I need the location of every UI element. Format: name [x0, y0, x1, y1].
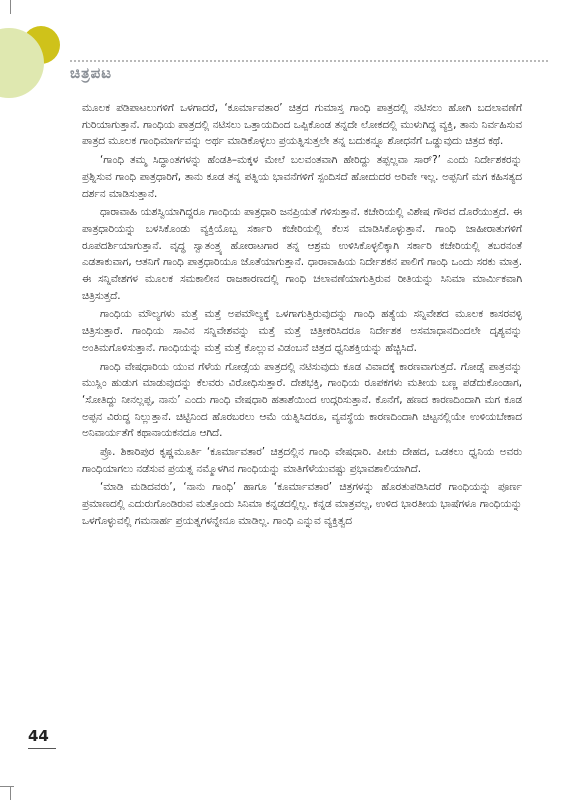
page-number: 44 — [28, 727, 49, 745]
paragraph: ‘ಗಾಂಧಿ ತಮ್ಮ ಸಿದ್ಧಾಂತಗಳನ್ನು ಹೆಂಡತಿ–ಮಕ್ಕಳ ಮೇಲೆ ಬಲವಂತವಾಗಿ ಹೇರಿದ್ದು ತಪ್ಪಲ್ಲವಾ ಸಾರ್?’ ಎಂದು ನಿರ್ದೇಶಕರನ್ನು ಪ್ರಶ್ನಿಸುವ ಗಾಂಧಿ ಪಾತ್ರಧಾರಿಗೆ, ತಾನು ಕೂಡ ತನ್ನ ಪತ್ನಿಯ ಭಾವನೆಗಳಿಗೆ ಸ್ಪಂದಿಸದೆ ಹೋದುದರ ಅರಿವೇ ಇಲ್ಲ. ಅಪ್ಪನಿಗೆ ಮಗ ಕಹಿಸತ್ಯದ ದರ್ಶನ ಮಾಡಿಸುತ್ತಾನೆ. — [82, 154, 522, 200]
crop-mark-bottom-left-horizontal — [0, 786, 14, 787]
section-title: ಚಿತ್ರಪಟ — [70, 64, 113, 82]
paragraph: ಪ್ರೊ. ಶಿಕಾರಿಪುರ ಕೃಷ್ಣಮೂರ್ತಿ ‘ಕೂರ್ಮಾವತಾರ’ ಚಿತ್ರದಲ್ಲಿನ ಗಾಂಧಿ ವೇಷಧಾರಿ. ಪೀಚು ದೇಹದ, ಒಡಕಲು ಧ್ವನಿಯ ಅವರು ಗಾಂಧಿಯಾಗಲು ನಡೆಸುವ ಪ್ರಯತ್ನ ನಮ್ಮೊಳಗಿನ ಗಾಂಧಿಯನ್ನು ಮಾತಿಗೆಳೆಯುವಷ್ಟು ಪ್ರಭಾವಶಾಲಿಯಾಗಿದೆ. — [82, 446, 522, 475]
dotted-header-rule — [70, 60, 548, 62]
crop-mark-bottom-left-vertical — [10, 786, 11, 800]
decorative-circles — [0, 0, 70, 110]
paragraph: ಗಾಂಧಿ ವೇಷಧಾರಿಯ ಯುವ ಗೆಳೆಯ ಗೋಡ್ಸೆಯ ಪಾತ್ರದಲ್ಲಿ ನಟಿಸುವುದು ಕೂಡ ವಿವಾದಕ್ಕೆ ಕಾರಣವಾಗುತ್ತದೆ. ಗೋಡ್ಸೆ ಪಾತ್ರವನ್ನು ಮುಸ್ಲಿಂ ಹುಡುಗ ಮಾಡುವುದನ್ನು ಕೆಲವರು ವಿರೋಧಿಸುತ್ತಾರೆ. ದೇಶಭಕ್ತಿ, ಗಾಂಧಿಯ ರೂಪಕಗಳು ಮತೀಯ ಬಣ್ಣ ಪಡೆದುಕೊಂಡಾಗ, ‘ಸೋತಿದ್ದು ನೀನಲ್ಲಪ್ಪ, ನಾನು’ ಎಂದು ಗಾಂಧಿ ವೇಷಧಾರಿ ಹತಾಶೆಯಿಂದ ಉದ್ಗರಿಸುತ್ತಾನೆ. ಕೊನೆಗೆ, ಹಣದ ಕಾರಣದಿಂದಾಗಿ ಮಗ ಕೂಡ ಅಪ್ಪನ ವಿರುದ್ಧ ನಿಲ್ಲುತ್ತಾನೆ. ಚಿಟ್ಟಿನಿಂದ ಹೊರಬರಲು ಆಮೆ ಯತ್ನಿಸಿದರೂ, ವ್ಯವಸ್ಥೆಯ ಕಾರಣದಿಂದಾಗಿ ಚಿಟ್ಟನಲ್ಲಿಯೇ ಉಳಿಯಬೇಕಾದ ಅನಿವಾರ್ಯತೆಗೆ ಕಥಾನಾಯಕನದೂ ಆಗಿದೆ. — [82, 360, 522, 440]
paragraph: ಗಾಂಧಿಯ ಮೌಲ್ಯಗಳು ಮತ್ತೆ ಮತ್ತೆ ಅಪಮೌಲ್ಯಕ್ಕೆ ಒಳಗಾಗುತ್ತಿರುವುದನ್ನು ಗಾಂಧಿ ಹತ್ಯೆಯ ಸನ್ನಿವೇಶದ ಮೂಲಕ ಕಾಸರವಳ್ಳಿ ಚಿತ್ರಿಸುತ್ತಾರೆ. ಗಾಂಧಿಯ ಸಾವಿನ ಸನ್ನಿವೇಶವನ್ನು ಮತ್ತೆ ಮತ್ತೆ ಚಿತ್ರೀಕರಿಸಿದರೂ ನಿರ್ದೇಶಕ ಅಸಮಾಧಾನದಿಂದಲೇ ದೃಶ್ಯವನ್ನು ಅಂತಿಮಗೊಳಿಸುತ್ತಾನೆ. ಗಾಂಧಿಯನ್ನು ಮತ್ತೆ ಮತ್ತೆ ಕೊಲ್ಲುವ ವಿಡಂಬನೆ ಚಿತ್ರದ ಧ್ವನಿಶಕ್ತಿಯನ್ನು ಹೆಚ್ಚಿಸಿದೆ. — [82, 308, 522, 354]
paragraph: ಧಾರಾವಾಹಿ ಯಶಸ್ವಿಯಾಗಿದ್ದರೂ ಗಾಂಧಿಯ ಪಾತ್ರಧಾರಿ ಜನಪ್ರಿಯತೆ ಗಳಿಸುತ್ತಾನೆ. ಕಚೇರಿಯಲ್ಲಿ ವಿಶೇಷ ಗೌರವ ದೊರೆಯುತ್ತದೆ. ಈ ಪಾತ್ರಧಾರಿಯನ್ನು ಬಳಸಿಕೊಂಡು ವ್ಯಕ್ತಿಯೊಬ್ಬ ಸರ್ಕಾರಿ ಕಚೇರಿಯಲ್ಲಿ ಕೆಲಸ ಮಾಡಿಸಿಕೊಳ್ಳುತ್ತಾನೆ. ಗಾಂಧಿ ಜಾಹೀರಾತುಗಳಿಗೆ ರೂಪದರ್ಶಿಯಾಗುತ್ತಾನೆ. ವೃದ್ಧ ಸ್ವಾತಂತ್ರ್ಯ ಹೋರಾಟಗಾರ ತನ್ನ ಆಶ್ರಮ ಉಳಿಸಿಕೊಳ್ಳಲಿಕ್ಕಾಗಿ ಸರ್ಕಾರಿ ಕಚೇರಿಯಲ್ಲಿ ತಬರನಂತೆ ಎಡತಾಕುವಾಗ, ಆತನಿಗೆ ಗಾಂಧಿ ಪಾತ್ರಧಾರಿಯೂ ಜೊತೆಯಾಗುತ್ತಾನೆ. ಧಾರಾವಾಹಿಯ ನಿರ್ದೇಶಕನ ಪಾಲಿಗೆ ಗಾಂಧಿ ಒಂದು ಸರಕು ಮಾತ್ರ. ಈ ಸನ್ನಿವೇಶಗಳ ಮೂಲಕ ಸಮಕಾಲೀನ ರಾಜಕಾರಣದಲ್ಲಿ ಗಾಂಧಿ ಚಲಾವಣೆಯಾಗುತ್ತಿರುವ ರೀತಿಯನ್ನು ಸಿನಿಮಾ ಮಾರ್ಮಿಕವಾಗಿ ಚಿತ್ರಿಸುತ್ತದೆ. — [82, 206, 522, 302]
article-body — [82, 100, 522, 532]
page-number-rule — [28, 748, 56, 749]
paragraph: ‘ಮಾಡಿ ಮಡಿದವರು’, ‘ನಾನು ಗಾಂಧಿ’ ಹಾಗೂ ‘ಕೂರ್ಮಾವತಾರ’ ಚಿತ್ರಗಳನ್ನು ಹೊರತುಪಡಿಸಿದರೆ ಗಾಂಧಿಯನ್ನು ಪೂರ್ಣ ಪ್ರಮಾಣದಲ್ಲಿ ಎದುರುಗೊಂಡಿರುವ ಮತ್ತೊಂದು ಸಿನಿಮಾ ಕನ್ನಡದಲ್ಲಿಲ್ಲ. ಕನ್ನಡ ಮಾತ್ರವಲ್ಲ, ಉಳಿದ ಭಾರತೀಯ ಭಾಷೆಗಳೂ ಗಾಂಧಿಯನ್ನು ಒಳಗೊಳ್ಳುವಲ್ಲಿ ಗಮನಾರ್ಹ ಪ್ರಯತ್ನಗಳನ್ನೇನೂ ಮಾಡಿಲ್ಲ. ಗಾಂಧಿ ಎನ್ನುವ ವ್ಯಕ್ತಿತ್ವದ — [82, 481, 522, 527]
paragraph: ಮೂಲಕ ಪಡಿಪಾಟಲುಗಳಿಗೆ ಒಳಗಾದರೆ, ‘ಕೂರ್ಮಾವತಾರ’ ಚಿತ್ರದ ಗುಮಾಸ್ತ ಗಾಂಧಿ ಪಾತ್ರದಲ್ಲಿ ನಟಿಸಲು ಹೋಗಿ ಬದಲಾವಣೆಗೆ ಗುರಿಯಾಗುತ್ತಾನೆ. ಗಾಂಧಿಯ ಪಾತ್ರದಲ್ಲಿ ನಟಿಸಲು ಒತ್ತಾಯದಿಂದ ಒಪ್ಪಿಕೊಂಡ ತನ್ನದೇ ಲೋಕದಲ್ಲಿ ಮುಳುಗಿದ್ದ ವ್ಯಕ್ತಿ, ತಾನು ನಿರ್ವಹಿಸುವ ಪಾತ್ರದ ಮೂಲಕ ಗಾಂಧಿಮಾರ್ಗವನ್ನು ಅರ್ಥ ಮಾಡಿಕೊಳ್ಳಲು ಪ್ರಯತ್ನಿಸುತ್ತಲೇ ತನ್ನ ಬದುಕನ್ನೂ ಶೋಧನೆಗೆ ಒಡ್ಡುವುದು ಚಿತ್ರದ ಕಥೆ. — [82, 102, 522, 148]
